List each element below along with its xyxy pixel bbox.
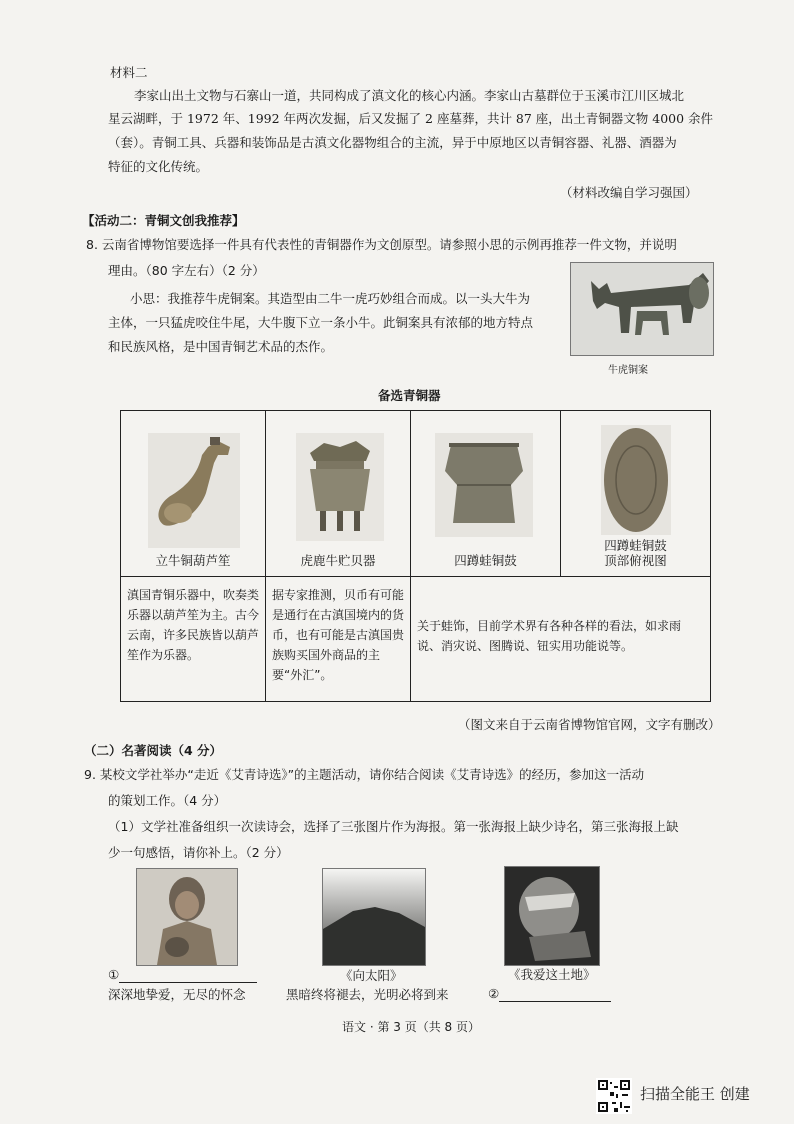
bronze-candidates-table <box>120 410 711 702</box>
q9-line-1: 9. 某校文学社举办“走近《艾青诗选》”的主题活动，请你结合阅读《艾青诗选》的经历，参加这一活动 <box>84 767 645 782</box>
bronze-description-row <box>121 577 711 702</box>
bronze-item-cowrie-container <box>266 411 411 577</box>
gourd-sheng-description: 滇国青铜乐器中，吹奏类乐器以葫芦笙为主。古今云南，许多民族皆以葫芦笙作为乐器。 <box>127 588 260 662</box>
q8-example-line-1: 小思：我推荐牛虎铜案。其造型由二牛一虎巧妙组合而成。以一头大牛为 <box>130 291 531 306</box>
ox-tiger-table-photo <box>570 262 714 356</box>
poster-3-answer-blank[interactable] <box>499 987 611 1002</box>
poster-1-label: ① <box>108 967 120 982</box>
bronze-item-gourd-sheng <box>121 411 266 577</box>
gourd-sheng-description-cell <box>121 577 266 702</box>
material2-line-2: 星云湖畔，于 1972 年、1992 年两次发掘，后又发掘了 2 座墓葬，共计 87 座，出土青铜器文物 4000 余件 <box>108 111 714 126</box>
q8-example-line-2: 主体，一只猛虎咬住牛尾，大牛腹下立一条小牛。此铜案具有浓郁的地方特点 <box>108 315 534 330</box>
poster-1-label-row <box>108 966 257 983</box>
frog-drum-top-caption <box>561 538 710 568</box>
material2-line-4: 特征的文化传统。 <box>108 159 209 174</box>
q9-line-2: 的策划工作。（4 分） <box>108 793 227 808</box>
frog-drum-image <box>435 433 533 537</box>
q8-example-line-3: 和民族风格，是中国青铜艺术品的杰作。 <box>108 339 334 354</box>
cowrie-container-description: 据专家推测，贝币有可能是通行在古滇国境内的货币，也有可能是古滇国贵族购买国外商品的主要“外汇”。 <box>272 588 405 682</box>
frog-drum-top-caption-line-2: 顶部俯视图 <box>604 553 667 568</box>
q8-line-1: 8. 云南省博物馆要选择一件具有代表性的青铜器作为文创原型。请参照小思的示例再推荐一件文物，并说明 <box>86 237 677 252</box>
ox-tiger-table-caption: 牛虎铜案 <box>608 365 648 376</box>
gourd-sheng-caption: 立牛铜葫芦笙 <box>155 553 231 568</box>
poster-2-label: 《向太阳》 <box>340 968 403 983</box>
poster-2-image <box>322 868 426 966</box>
q9-sub1-line-2: 少一句感悟，请你补上。（2 分） <box>108 845 289 860</box>
bronze-image-row <box>121 411 711 577</box>
material2-line-3: （套）。青铜工具、兵器和装饰品是古滇文化器物组合的主流，异于中原地区以青铜容器、礼器、酒器为 <box>108 135 677 150</box>
part2-title: （二）名著阅读（4 分） <box>84 743 223 758</box>
scanner-watermark: 扫描全能王 创建 <box>640 1085 750 1103</box>
activity2-title: 【活动二：青铜文创我推荐】 <box>82 213 245 228</box>
page-footer: 语文 · 第 3 页（共 8 页） <box>342 1020 480 1034</box>
poster-1-answer-blank[interactable] <box>119 968 257 983</box>
q8-source: （图文来自于云南省博物馆官网，文字有删改） <box>458 717 721 732</box>
frog-drum-description: 关于蛙饰，目前学术界有各种各样的看法，如求雨说、消灾说、图腾说、钮实用功能说等。 <box>417 619 682 653</box>
frog-drum-caption: 四蹲蛙铜鼓 <box>454 553 517 568</box>
poster-1-text: 深深地挚爱，无尽的怀念 <box>108 987 246 1002</box>
frog-drum-top-image <box>601 425 671 535</box>
poster-1-image <box>136 868 238 966</box>
poster-3-answer-row <box>488 985 611 1002</box>
poster-3-label: 《我爱这土地》 <box>508 967 596 982</box>
gourd-sheng-image <box>148 433 240 548</box>
bronze-table-title: 备选青铜器 <box>378 388 441 403</box>
material2-line-1: 李家山出土文物与石寨山一道，共同构成了滇文化的核心内涵。李家山古墓群位于玉溪市江川区城北 <box>134 88 685 103</box>
bronze-item-frog-drum <box>411 411 561 577</box>
bronze-item-frog-drum-top <box>561 411 711 577</box>
poster-3-image <box>504 866 600 966</box>
q9-sub1-line-1: （1）文学社准备组织一次读诗会，选择了三张图片作为海报。第一张海报上缺少诗名，第三张海报上缺 <box>108 819 679 834</box>
cowrie-container-caption: 虎鹿牛贮贝器 <box>300 553 376 568</box>
material2-source: （材料改编自学习强国） <box>560 185 698 200</box>
q8-line-2: 理由。（80 字左右）（2 分） <box>108 263 265 278</box>
cowrie-container-image <box>296 433 384 541</box>
poster-2-text: 黑暗终将褪去，光明必将到来 <box>286 987 449 1002</box>
poster-3-text: ② <box>488 986 500 1001</box>
material2-heading: 材料二 <box>110 65 148 80</box>
cowrie-container-description-cell <box>266 577 411 702</box>
qr-code-icon <box>596 1078 632 1114</box>
frog-drum-description-cell <box>411 577 711 702</box>
frog-drum-top-caption-line-1: 四蹲蛙铜鼓 <box>604 538 667 553</box>
